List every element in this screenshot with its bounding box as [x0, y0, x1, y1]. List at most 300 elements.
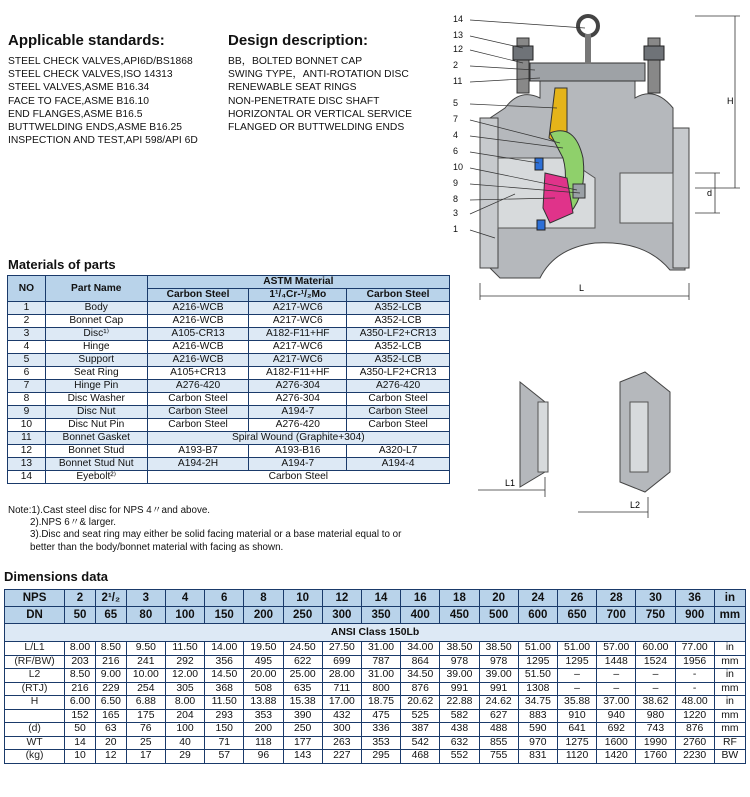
dim-row-label: L/L1 [5, 642, 65, 656]
dim-cell: 692 [597, 723, 636, 737]
materials-cell: A350-LF2+CR13 [347, 328, 450, 341]
standards-list [8, 55, 198, 147]
materials-cell: A194-4 [347, 458, 450, 471]
dim-row-label: WT [5, 736, 65, 750]
dim-cell: 34.00 [401, 642, 440, 656]
dim-nps-cell: 6 [205, 590, 244, 607]
materials-cell: 7 [8, 380, 46, 393]
materials-cell: A105-CR13 [147, 328, 249, 341]
dim-cell: - [675, 669, 714, 683]
dim-h-label: H [727, 96, 734, 106]
dim-cell: 118 [244, 736, 283, 750]
dim-cell: 8.50 [95, 642, 126, 656]
dim-cell: 495 [244, 655, 283, 669]
materials-row [8, 445, 450, 458]
notes [8, 505, 428, 554]
dim-row [5, 696, 746, 710]
dim-cell: 978 [440, 655, 479, 669]
dim-cell: 800 [361, 682, 400, 696]
dim-cell: 1524 [636, 655, 675, 669]
dim-cell: 1295 [557, 655, 596, 669]
dim-class-row [5, 624, 746, 642]
seat-ring-lower [537, 220, 545, 230]
dim-cell: 1448 [597, 655, 636, 669]
dim-cell: 699 [322, 655, 361, 669]
dim-cell: 508 [244, 682, 283, 696]
dim-dn-cell: 50 [65, 607, 96, 624]
dim-cell: 12.00 [165, 669, 204, 683]
dim-cell: 17.00 [322, 696, 361, 710]
dim-nps-cell: 12 [322, 590, 361, 607]
design-item: RENEWABLE SEAT RINGS [228, 82, 357, 94]
dim-row-unit: in [714, 696, 745, 710]
dim-cell: 150 [205, 723, 244, 737]
dim-unit-header: in [714, 590, 745, 607]
design-item: BB，BOLTED BONNET CAP [228, 56, 363, 67]
left-flange [480, 118, 498, 268]
materials-cell: A276-304 [249, 393, 347, 406]
dim-cell: 38.50 [440, 642, 479, 656]
dim-cell: 63 [95, 723, 126, 737]
dim-cell: 143 [283, 750, 322, 764]
dim-cell: – [636, 682, 675, 696]
dim-row [5, 682, 746, 696]
materials-cell: 4 [8, 341, 46, 354]
dim-cell: 876 [401, 682, 440, 696]
dim-cell: 488 [479, 723, 518, 737]
design-item: SWING TYPE，ANTI-ROTATION DISC [228, 69, 409, 81]
dim-cell: 28.00 [322, 669, 361, 683]
dim-cell: 40 [165, 736, 204, 750]
materials-row [8, 393, 450, 406]
dim-row [5, 709, 746, 723]
materials-row [8, 367, 450, 380]
dim-nps-cell: 3 [126, 590, 165, 607]
dim-row [5, 750, 746, 764]
design-item: HORIZONTAL OR VERTICAL SERVICE [228, 108, 413, 120]
callout-label: 13 [453, 30, 464, 40]
dim-dn-cell: 350 [361, 607, 400, 624]
materials-cell: A194-2H [147, 458, 249, 471]
materials-cell: A276-420 [147, 380, 249, 393]
materials-cell: Carbon Steel [347, 419, 450, 432]
dim-cell: 542 [401, 736, 440, 750]
dim-cell: 31.00 [361, 669, 400, 683]
dim-dn-cell: 900 [675, 607, 714, 624]
materials-cell: A216-WCB [147, 341, 249, 354]
dim-cell: 50 [65, 723, 96, 737]
dim-cell: 622 [283, 655, 322, 669]
note-1: Note:1).Cast steel disc for NPS 4〃and above. [8, 505, 211, 516]
dim-nps-cell: 24 [518, 590, 557, 607]
dim-cell: 216 [95, 655, 126, 669]
materials-cell: Hinge Pin [45, 380, 147, 393]
dim-nps-cell: 16 [401, 590, 440, 607]
dim-cell: – [597, 669, 636, 683]
dim-cell: 76 [126, 723, 165, 737]
dim-row-label: H [5, 696, 65, 710]
dim-nps-cell: 2 [65, 590, 96, 607]
dimensions-title: Dimensions data [4, 569, 109, 584]
dim-row-unit: mm [714, 682, 745, 696]
dim-cell: 2230 [675, 750, 714, 764]
materials-row [8, 432, 450, 445]
materials-rows [8, 302, 450, 484]
dim-cell: 1308 [518, 682, 557, 696]
dim-cell: 37.00 [597, 696, 636, 710]
dim-cell: 18.75 [361, 696, 400, 710]
dim-cell: 356 [205, 655, 244, 669]
dim-row-label: (kg) [5, 750, 65, 764]
dim-cell: 25.00 [283, 669, 322, 683]
dim-cell: 940 [597, 709, 636, 723]
dim-cell: 635 [283, 682, 322, 696]
dim-cell: 2760 [675, 736, 714, 750]
materials-cell: 8 [8, 393, 46, 406]
dim-cell: 305 [165, 682, 204, 696]
dim-cell: 353 [361, 736, 400, 750]
dim-cell: 8.00 [165, 696, 204, 710]
design-title: Design description: [228, 32, 369, 49]
callout-label: 3 [453, 208, 459, 218]
materials-col-header: Carbon Steel [147, 289, 249, 302]
dim-cell: 14.50 [205, 669, 244, 683]
materials-col-header: 1¹/₄Cr-¹/₂Mo [249, 289, 347, 302]
dim-cell: 387 [401, 723, 440, 737]
materials-cell: A352-LCB [347, 302, 450, 315]
dim-cell: 254 [126, 682, 165, 696]
dim-cell: 336 [361, 723, 400, 737]
materials-cell: A320-L7 [347, 445, 450, 458]
dim-cell: 14.00 [205, 642, 244, 656]
dim-d-label: d [707, 188, 713, 198]
dim-cell: 552 [440, 750, 479, 764]
dim-cell: 1956 [675, 655, 714, 669]
dim-cell: 641 [557, 723, 596, 737]
dim-row-unit: mm [714, 655, 745, 669]
dim-dn-cell: 750 [636, 607, 675, 624]
dim-cell: 14 [65, 736, 96, 750]
standards-item: STEEL CHECK VALVES,API6D/BS1868 [8, 56, 193, 67]
dim-row [5, 655, 746, 669]
dim-header-nps-row [5, 590, 746, 607]
bonnet-cap [530, 63, 645, 81]
dim-dn-label: DN [5, 607, 65, 624]
dim-cell: 175 [126, 709, 165, 723]
dim-row [5, 723, 746, 737]
dim-class-label: ANSI Class 150Lb [5, 624, 746, 642]
design-item: FLANGED OR BUTTWELDING ENDS [228, 122, 405, 134]
dim-cell: 295 [361, 750, 400, 764]
buttweld-face [538, 402, 548, 472]
materials-cell: 13 [8, 458, 46, 471]
materials-cell: A217-WC6 [249, 354, 347, 367]
dim-dn-cell: 500 [479, 607, 518, 624]
materials-cell: Support [45, 354, 147, 367]
dim-cell: 11.50 [165, 642, 204, 656]
dim-dn-cell: 80 [126, 607, 165, 624]
dim-dn-cell: 250 [283, 607, 322, 624]
callout-label: 11 [453, 76, 463, 86]
materials-cell: A216-WCB [147, 354, 249, 367]
materials-cell: A105+CR13 [147, 367, 249, 380]
dim-nps-cell: 8 [244, 590, 283, 607]
dim-cell: 978 [479, 655, 518, 669]
dim-cell: 525 [401, 709, 440, 723]
dim-cell: 1220 [675, 709, 714, 723]
dim-cell: 1420 [597, 750, 636, 764]
materials-cell: A276-420 [249, 419, 347, 432]
dim-cell: 71 [205, 736, 244, 750]
standards-title: Applicable standards: [8, 32, 165, 49]
callout-label: 9 [453, 178, 459, 188]
dim-cell: 250 [283, 723, 322, 737]
materials-part-header: Part Name [45, 276, 147, 302]
dim-cell: 27.50 [322, 642, 361, 656]
dim-cell: 100 [165, 723, 204, 737]
dim-row-unit: BW [714, 750, 745, 764]
dim-cell: 353 [244, 709, 283, 723]
design-list [228, 55, 412, 134]
materials-cell: A182-F11+HF [249, 367, 347, 380]
materials-title: Materials of parts [8, 257, 116, 272]
valve-cross-section-drawing [445, 8, 745, 308]
dim-dn-cell: 450 [440, 607, 479, 624]
dim-cell: 475 [361, 709, 400, 723]
dim-cell: 1760 [636, 750, 675, 764]
dim-cell: 590 [518, 723, 557, 737]
dim-dn-cell: 300 [322, 607, 361, 624]
dim-cell: 35.88 [557, 696, 596, 710]
dim-row-label: (d) [5, 723, 65, 737]
materials-cell: Disc Nut [45, 406, 147, 419]
dimensions-table [4, 589, 746, 764]
materials-cell: 2 [8, 315, 46, 328]
dim-cell: 51.00 [518, 642, 557, 656]
callout-label: 8 [453, 194, 459, 204]
materials-cell: Eyebolt²⁾ [45, 471, 147, 484]
materials-row [8, 341, 450, 354]
dim-cell: 787 [361, 655, 400, 669]
materials-row [8, 302, 450, 315]
dim-nps-cell: 30 [636, 590, 675, 607]
standards-item: STEEL VALVES,ASME B16.34 [8, 82, 150, 94]
materials-cell: Carbon Steel [147, 406, 249, 419]
dim-row [5, 736, 746, 750]
dim-cell: 8.50 [65, 669, 96, 683]
dim-row-unit: in [714, 669, 745, 683]
dim-cell: 438 [440, 723, 479, 737]
materials-cell: Hinge [45, 341, 147, 354]
materials-cell: A216-WCB [147, 302, 249, 315]
dim-dn-cell: 400 [401, 607, 440, 624]
dim-row [5, 642, 746, 656]
dim-cell: 11.50 [205, 696, 244, 710]
dim-cell: 632 [440, 736, 479, 750]
dim-row-label: (RF/BW) [5, 655, 65, 669]
dim-cell: 38.62 [636, 696, 675, 710]
materials-cell: Disc Nut Pin [45, 419, 147, 432]
materials-row [8, 315, 450, 328]
dim-nps-cell: 4 [165, 590, 204, 607]
dim-cell: 20.00 [244, 669, 283, 683]
materials-cell: Bonnet Stud Nut [45, 458, 147, 471]
dim-cell: 39.00 [440, 669, 479, 683]
eyebolt-shank [585, 34, 591, 64]
dim-cell: 582 [440, 709, 479, 723]
materials-cell: A216-WCB [147, 315, 249, 328]
materials-cell: 5 [8, 354, 46, 367]
dim-nps-cell: 10 [283, 590, 322, 607]
materials-table [7, 275, 450, 484]
stud-nut-left [513, 46, 533, 60]
callout-label: 12 [453, 44, 464, 54]
materials-cell: A217-WC6 [249, 341, 347, 354]
dim-l1-label: L1 [505, 478, 516, 488]
dim-cell: 991 [440, 682, 479, 696]
dim-row-label: (RTJ) [5, 682, 65, 696]
dim-nps-cell: 2¹/₂ [95, 590, 126, 607]
materials-cell: 11 [8, 432, 46, 445]
dim-cell: 19.50 [244, 642, 283, 656]
dim-dn-cell: 200 [244, 607, 283, 624]
materials-cell: Bonnet Stud [45, 445, 147, 458]
dim-cell: 9.00 [95, 669, 126, 683]
dim-cell: 970 [518, 736, 557, 750]
materials-no-header: NO [8, 276, 46, 302]
materials-row [8, 354, 450, 367]
dim-cell: 51.00 [557, 642, 596, 656]
materials-cell: A352-LCB [347, 354, 450, 367]
materials-cell: A352-LCB [347, 315, 450, 328]
materials-cell: 12 [8, 445, 46, 458]
dim-cell: 10.00 [126, 669, 165, 683]
dim-cell: 57.00 [597, 642, 636, 656]
dim-cell: 6.50 [95, 696, 126, 710]
dim-cell: 1600 [597, 736, 636, 750]
materials-cell: Spiral Wound (Graphite+304) [147, 432, 449, 445]
bore-right [620, 173, 673, 223]
dim-cell: 20.62 [401, 696, 440, 710]
dim-cell: 177 [283, 736, 322, 750]
materials-row [8, 328, 450, 341]
dim-cell: 876 [675, 723, 714, 737]
callout-label: 7 [453, 114, 459, 124]
dim-dn-cell: 700 [597, 607, 636, 624]
materials-row [8, 471, 450, 484]
dim-cell: 263 [322, 736, 361, 750]
dim-cell: 6.88 [126, 696, 165, 710]
dim-unit-header: mm [714, 607, 745, 624]
disc-nut [573, 184, 585, 198]
materials-cell: 6 [8, 367, 46, 380]
dim-cell: 24.50 [283, 642, 322, 656]
materials-astm-header: ASTM Material [147, 276, 449, 289]
dim-nps-cell: 20 [479, 590, 518, 607]
dim-cell: – [557, 682, 596, 696]
materials-cell: A193-B7 [147, 445, 249, 458]
dim-cell: 34.75 [518, 696, 557, 710]
dim-row-label [5, 709, 65, 723]
materials-cell: Body [45, 302, 147, 315]
dim-cell: 1275 [557, 736, 596, 750]
dim-cell: 711 [322, 682, 361, 696]
materials-cell: 10 [8, 419, 46, 432]
dim-nps-cell: 14 [361, 590, 400, 607]
dim-cell: – [557, 669, 596, 683]
dim-cell: 1990 [636, 736, 675, 750]
dim-row-label: L2 [5, 669, 65, 683]
dim-cell: 855 [479, 736, 518, 750]
dim-row-unit: in [714, 642, 745, 656]
dim-cell: 204 [165, 709, 204, 723]
materials-cell: Carbon Steel [347, 406, 450, 419]
dim-row-unit: RF [714, 736, 745, 750]
dim-nps-label: NPS [5, 590, 65, 607]
dim-cell: 38.50 [479, 642, 518, 656]
dim-nps-cell: 18 [440, 590, 479, 607]
dim-cell: 96 [244, 750, 283, 764]
dim-nps-cell: 26 [557, 590, 596, 607]
dim-l-label: L [579, 283, 585, 293]
dim-cell: 227 [322, 750, 361, 764]
standards-item: INSPECTION AND TEST,API 598/API 6D [8, 135, 198, 147]
dim-cell: 12 [95, 750, 126, 764]
materials-cell: A350-LF2+CR13 [347, 367, 450, 380]
dim-cell: 24.62 [479, 696, 518, 710]
materials-cell: Carbon Steel [147, 471, 449, 484]
standards-item: FACE TO FACE,ASME B16.10 [8, 95, 149, 107]
callout-label: 6 [453, 146, 459, 156]
dim-dn-cell: 650 [557, 607, 596, 624]
dim-cell: 627 [479, 709, 518, 723]
standards-item: END FLANGES,ASME B16.5 [8, 108, 143, 120]
dim-cell: 31.00 [361, 642, 400, 656]
dim-cell: 29 [165, 750, 204, 764]
materials-cell: A217-WC6 [249, 315, 347, 328]
dim-cell: 20 [95, 736, 126, 750]
dim-cell: 17 [126, 750, 165, 764]
dim-cell: 152 [65, 709, 96, 723]
dim-cell: 432 [322, 709, 361, 723]
note-2: 2).NPS 6〃& larger. [30, 517, 117, 529]
end-detail-drawing [470, 372, 745, 522]
dim-cell: 300 [322, 723, 361, 737]
dim-nps-cell: 36 [675, 590, 714, 607]
materials-cell: A194-7 [249, 406, 347, 419]
callout-label: 5 [453, 98, 459, 108]
dim-cell: 390 [283, 709, 322, 723]
materials-cell: 1 [8, 302, 46, 315]
seat-ring-upper [535, 158, 543, 170]
materials-cell: A182-F11+HF [249, 328, 347, 341]
dim-cell: 34.50 [401, 669, 440, 683]
dim-cell: 51.50 [518, 669, 557, 683]
dim-cell: 864 [401, 655, 440, 669]
right-flange [673, 128, 689, 268]
dim-cell: 216 [65, 682, 96, 696]
callout-label: 1 [453, 224, 459, 234]
materials-cell: A352-LCB [347, 341, 450, 354]
dim-cell: 8.00 [65, 642, 96, 656]
dim-nps-cell: 28 [597, 590, 636, 607]
dim-dn-cell: 100 [165, 607, 204, 624]
materials-cell: A276-304 [249, 380, 347, 393]
dim-cell: 229 [95, 682, 126, 696]
dim-row [5, 669, 746, 683]
dim-cell: 468 [401, 750, 440, 764]
dim-cell: 9.50 [126, 642, 165, 656]
